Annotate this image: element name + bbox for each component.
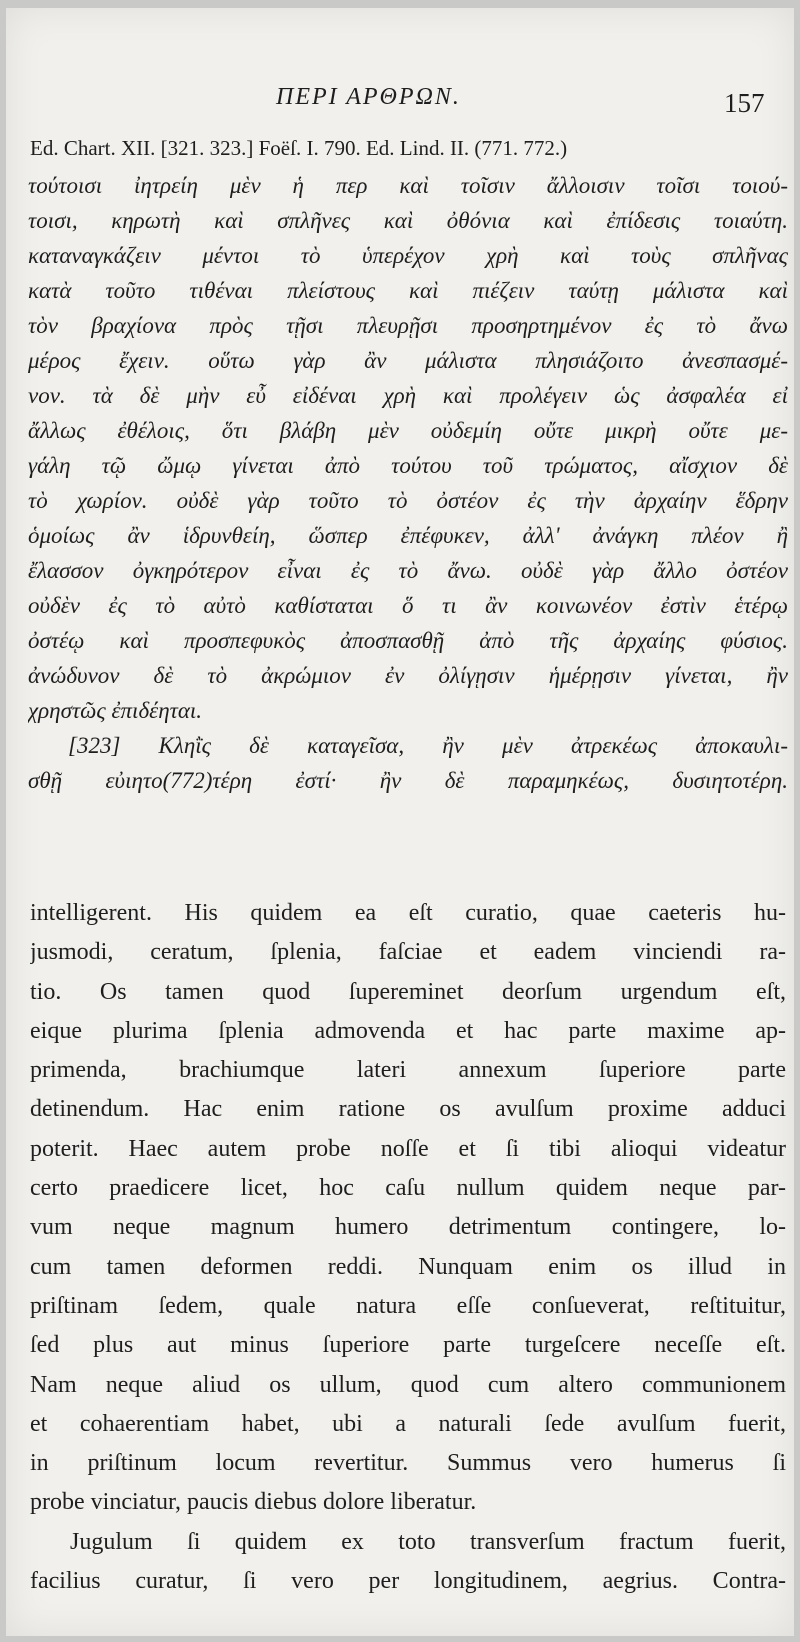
latin-line: primenda, brachiumque lateri annexum ſuperiore parte (30, 1057, 786, 1084)
latin-line: Nam neque aliud os ullum, quod cum altero communionem (30, 1371, 786, 1398)
latin-line: probe vinciatur, paucis diebus dolore liberatur. (30, 1489, 477, 1516)
greek-line: κατὰ τοῦτο τιθέναι πλείστους καὶ πιέζειν ταύτῃ μάλιστα καὶ (28, 278, 788, 303)
latin-line: eique plurima ſplenia admovenda et hac parte maxime ap- (30, 1017, 786, 1044)
greek-line: καταναγκάζειν μέντοι τὸ ὑπερέχον χρὴ καὶ τοὺς σπλῆνας (28, 243, 788, 268)
page-number: 157 (724, 88, 765, 118)
latin-line: cum tamen deformen reddi. Nunquam enim os illud in (30, 1253, 786, 1280)
greek-line: χρηστῶς ἐπιδέηται. (28, 698, 203, 723)
latin-line: poterit. Haec autem probe noſſe et ſi tibi alioqui videatur (30, 1135, 786, 1162)
book-page (6, 8, 794, 1636)
latin-line: jusmodi, ceratum, ſplenia, faſciae et eadem vinciendi ra- (30, 939, 786, 966)
latin-line: et cohaerentiam habet, ubi a naturali ſede avulſum fuerit, (30, 1410, 786, 1437)
greek-text-block (28, 168, 788, 798)
greek-line: σθῇ εὐιητο(772)τέρη ἐστί· ἢν δὲ παραμηκέως, δυσιητοτέρη. (28, 768, 788, 793)
greek-line: γάλη τῷ ὤμῳ γίνεται ἀπὸ τούτου τοῦ τρώματος, αἴσχιον δὲ (28, 453, 788, 478)
greek-line: νον. τὰ δὲ μὴν εὖ εἰδέναι χρὴ καὶ προλέγειν ὡς ἀσφαλέα εἰ (28, 383, 788, 408)
latin-line: priſtinam ſedem, quale natura eſſe conſueverat, reſtituitur, (30, 1292, 786, 1319)
greek-line: ὀστέῳ καὶ προσπεφυκὸς ἀποσπασθῇ ἀπὸ τῆς ἀρχαίης φύσιος. (28, 628, 788, 653)
greek-line: ἔλασσον ὀγκηρότερον εἶναι ἐς τὸ ἄνω. οὐδὲ γὰρ ἄλλο ὀστέον (28, 558, 788, 583)
latin-line: Jugulum ſi quidem ex toto transverſum fractum fuerit, (70, 1528, 786, 1555)
latin-text-block (30, 894, 786, 1601)
greek-line: ἀνώδυνον δὲ τὸ ἀκρώμιον ἐν ὀλίγῃσιν ἡμέρῃσιν γίνεται, ἢν (28, 663, 788, 688)
latin-line: in priſtinum locum revertitur. Summus vero humerus ſi (30, 1450, 786, 1477)
latin-line: certo praedicere licet, hoc caſu nullum quidem neque par- (30, 1175, 786, 1202)
latin-line: vum neque magnum humero detrimentum contingere, lo- (30, 1214, 786, 1241)
greek-line: μέρος ἔχειν. οὕτω γὰρ ἂν μάλιστα πλησιάζοιτο ἀνεσπασμέ- (28, 348, 788, 373)
running-title: ΠΕΡΙ ΑΡΘΡΩΝ. (276, 84, 461, 110)
page-header (6, 82, 794, 122)
greek-line: [323] Κληῒς δὲ καταγεῖσα, ἢν μὲν ἀτρεκέως ἀποκαυλι- (68, 733, 788, 758)
greek-line: ὁμοίως ἂν ἱδρυνθείη, ὥσπερ ἐπέφυκεν, ἀλλ' ἀνάγκη πλέον ἢ (28, 523, 788, 548)
edition-references: Ed. Chart. XII. [321. 323.] Foëſ. I. 790. Ed. Lind. II. (771. 772.) (30, 136, 568, 160)
greek-line: τούτοισι ἰητρείη μὲν ἡ περ καὶ τοῖσιν ἄλλοισιν τοῖσι τοιού- (28, 173, 788, 198)
latin-line: tio. Os tamen quod ſupereminet deorſum urgendum eſt, (30, 978, 786, 1005)
latin-line: intelligerent. His quidem ea eſt curatio, quae caeteris hu- (30, 900, 786, 926)
greek-line: οὐδὲν ἐς τὸ αὐτὸ καθίσταται ὅ τι ἂν κοινωνέον ἐστὶν ἑτέρῳ (28, 593, 788, 618)
greek-line: ἄλλως ἐθέλοις, ὅτι βλάβη μὲν οὐδεμίη οὔτε μικρὴ οὔτε με- (28, 418, 788, 443)
greek-line: τὸ χωρίον. οὐδὲ γὰρ τοῦτο τὸ ὀστέον ἐς τὴν ἀρχαίην ἕδρην (28, 488, 788, 513)
latin-line: detinendum. Hac enim ratione os avulſum proxime adduci (30, 1096, 786, 1123)
latin-line: facilius curatur, ſi vero per longitudinem, aegrius. Contra- (30, 1568, 786, 1595)
greek-line: τοισι, κηρωτὴ καὶ σπλῆνες καὶ ὀθόνια καὶ ἐπίδεσις τοιαύτη. (28, 208, 788, 233)
greek-line: τὸν βραχίονα πρὸς τῇσι πλευρῇσι προσηρτημένον ἐς τὸ ἄνω (28, 313, 788, 338)
latin-line: ſed plus aut minus ſuperiore parte turgeſcere neceſſe eſt. (30, 1332, 786, 1359)
